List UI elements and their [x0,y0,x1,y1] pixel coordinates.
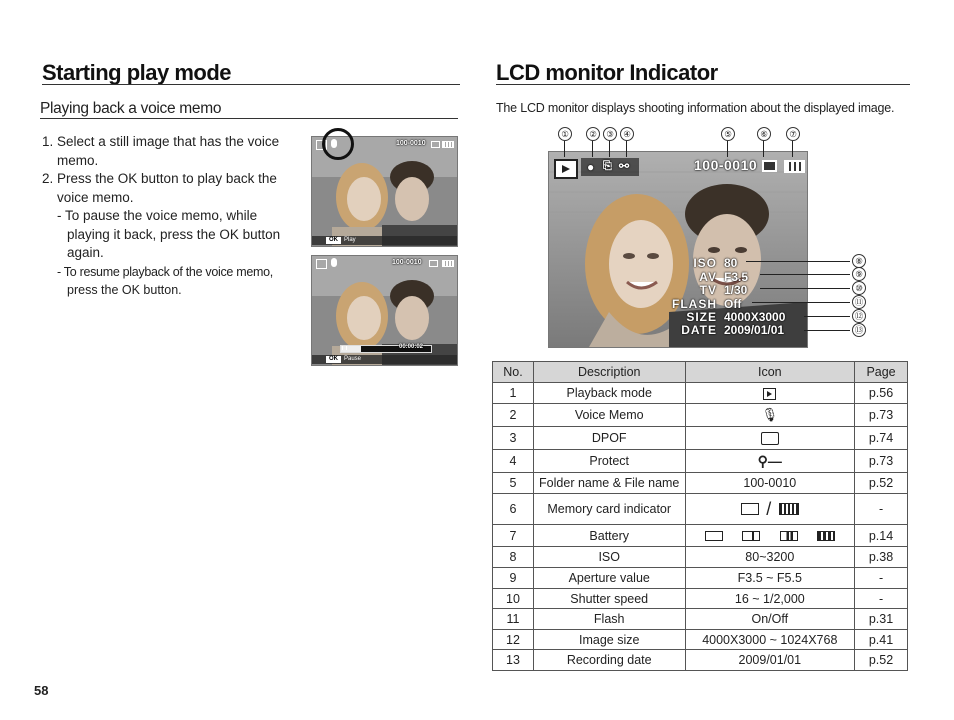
playback-mode-icon [316,259,327,269]
osd-file-number: 100-0010 [694,157,758,173]
callout-6: ⑥ [757,127,771,141]
row-page: p.74 [855,427,908,450]
battery-icon [442,141,454,148]
callout-4: ④ [620,127,634,141]
row-no: 11 [493,609,534,630]
callout-5: ⑤ [721,127,735,141]
table-row [493,383,908,404]
row-desc: Shutter speed [533,589,685,609]
row-icon [685,494,855,525]
row-no: 10 [493,589,534,609]
header-icon: Icon [685,362,855,383]
leader-2 [592,141,593,157]
table-row [493,404,908,427]
resume-note-cont: press the OK button. [67,283,182,297]
pause-hint-bar [312,355,457,364]
indicator-table [492,361,908,671]
row-icon: On/Off [685,609,855,630]
playback-mode-icon [554,159,578,179]
intro-text: The LCD monitor displays shooting information about the displayed image. [496,101,895,115]
table-row [493,650,908,671]
leader-6 [763,141,764,157]
battery-full-icon [817,531,835,541]
pause-note-cont2: again. [67,245,104,260]
row-no: 13 [493,650,534,671]
row-no: 1 [493,383,534,404]
osd-label-av: AV [699,270,717,284]
pause-note-cont: playing it back, press the OK button [67,226,281,242]
row-icon [685,427,855,450]
lcd-monitor-photo [548,151,808,348]
battery-half-icon [780,531,798,541]
header-page: Page [855,362,908,383]
osd-label-date: DATE [681,323,717,337]
table-row [493,427,908,450]
table-row [493,450,908,473]
leader-3 [609,141,610,157]
leader-4 [626,141,627,157]
leader-13 [804,330,850,331]
leader-8 [746,261,850,262]
row-page: - [855,589,908,609]
leader-9 [760,274,850,275]
leader-1 [564,141,565,157]
voice-elapsed-time: 00:00:02 [399,344,424,350]
leader-5 [727,141,728,157]
row-icon [685,525,855,547]
row-no: 2 [493,404,534,427]
protect-key-icon: ⚯ [619,159,630,173]
row-page: - [855,568,908,589]
callout-2: ② [586,127,600,141]
callout-11: ⑪ [852,295,866,309]
row-no: 9 [493,568,534,589]
memory-card-icon [762,160,777,172]
icon-separator: / [766,498,772,519]
right-page-title: LCD monitor Indicator [496,60,718,85]
callout-7: ⑦ [786,127,800,141]
row-icon: F3.5 ~ F5.5 [685,568,855,589]
thumb1-file-number: 100-0010 [396,140,426,147]
table-row [493,609,908,630]
step-1-cont: memo. [57,152,99,168]
callout-1: ① [558,127,572,141]
osd-value-tv: 1/30 [724,283,748,297]
play-hint-label: Play [344,237,356,243]
row-page: p.56 [855,383,908,404]
osd-label-iso: ISO [693,256,717,270]
playback-thumbnail-pause [311,255,458,366]
subtitle-rule [40,118,458,119]
row-page: p.31 [855,609,908,630]
voice-icon-highlight-circle [322,128,354,160]
header-description: Description [533,362,685,383]
callout-12: ⑫ [852,309,866,323]
row-icon: 2009/01/01 [685,650,855,671]
row-desc: Voice Memo [533,404,685,427]
step-2: 2. Press the OK button to play back the [42,171,277,186]
callout-10: ⑩ [852,281,866,295]
leader-12 [804,316,850,317]
thumb2-file-number: 100-0010 [392,259,422,266]
step-1: 1. Select a still image that has the voice [42,134,280,149]
osd-label-size: SIZE [686,310,717,324]
osd-value-av: F3.5 [724,270,749,284]
row-icon [685,404,855,427]
row-desc: Playback mode [533,383,685,404]
memory-card-icon [431,141,440,148]
table-row [493,547,908,568]
header-no: No. [493,362,534,383]
table-row [493,568,908,589]
osd-value-iso: 80 [724,256,738,270]
row-desc: Image size [533,630,685,650]
row-icon: 100-0010 [685,473,855,494]
voice-memo-icon: 🎙 [761,407,779,422]
row-desc: Aperture value [533,568,685,589]
row-icon: 80~3200 [685,547,855,568]
row-no: 5 [493,473,534,494]
row-page: p.41 [855,630,908,650]
pause-note: - To pause the voice memo, while [57,208,258,223]
title-rule-right [496,84,910,85]
row-desc: Recording date [533,650,685,671]
row-desc: Battery [533,525,685,547]
protect-key-icon: ⚲— [757,452,782,469]
battery-empty-icon [705,531,723,541]
row-desc: Flash [533,609,685,630]
table-header-row [493,362,908,383]
title-rule-left [42,84,460,85]
osd-value-date: 2009/01/01 [724,323,785,337]
row-page: p.73 [855,404,908,427]
internal-memory-icon [779,503,799,515]
table-row [493,494,908,525]
battery-icon [442,260,454,267]
row-icon: 4000X3000 ~ 1024X768 [685,630,855,650]
pause-hint-label: Pause [344,356,362,362]
row-desc: DPOF [533,427,685,450]
table-row [493,630,908,650]
row-desc: Folder name & File name [533,473,685,494]
section-subtitle: Playing back a voice memo [40,100,222,117]
row-icon [685,383,855,404]
table-row [493,473,908,494]
memory-card-icon [429,260,438,267]
dpof-printer-icon: ⎘ [603,160,612,172]
row-no: 8 [493,547,534,568]
step-2-cont: voice memo. [57,189,134,205]
memory-card-icon [741,503,759,515]
voice-memo-icon: ● [587,160,595,174]
row-desc: Memory card indicator [533,494,685,525]
row-no: 7 [493,525,534,547]
pause-icon [342,346,347,350]
table-row [493,589,908,609]
row-page: - [855,494,908,525]
play-hint-bar [312,236,457,245]
osd-label-tv: TV [699,283,717,297]
page-number: 58 [34,683,49,698]
battery-low-icon [742,531,760,541]
row-page: p.73 [855,450,908,473]
leader-11 [752,302,850,303]
row-page: p.14 [855,525,908,547]
leader-10 [760,288,850,289]
ok-button-icon: OK [326,356,341,363]
left-page-title: Starting play mode [42,60,232,85]
voice-memo-icon [331,258,337,267]
callout-3: ③ [603,127,617,141]
callout-8: ⑧ [852,254,866,268]
resume-note: - To resume playback of the voice memo, [57,264,273,279]
row-no: 12 [493,630,534,650]
table-row [493,525,908,547]
row-desc: ISO [533,547,685,568]
battery-icon [784,160,805,173]
instruction-list [42,133,302,300]
ok-button-icon: OK [326,237,341,244]
osd-value-size: 4000X3000 [724,310,786,324]
row-no: 6 [493,494,534,525]
row-no: 3 [493,427,534,450]
row-desc: Protect [533,450,685,473]
row-icon: 16 ~ 1/2,000 [685,589,855,609]
row-page: p.52 [855,473,908,494]
row-icon [685,450,855,473]
osd-label-flash: FLASH [672,297,717,311]
row-no: 4 [493,450,534,473]
leader-7 [792,141,793,157]
row-page: p.38 [855,547,908,568]
callout-13: ⑬ [852,323,866,337]
row-page: p.52 [855,650,908,671]
callout-9: ⑨ [852,267,866,281]
osd-value-flash: Off [724,297,742,311]
playback-mode-icon [763,388,776,400]
dpof-printer-icon [761,432,779,445]
